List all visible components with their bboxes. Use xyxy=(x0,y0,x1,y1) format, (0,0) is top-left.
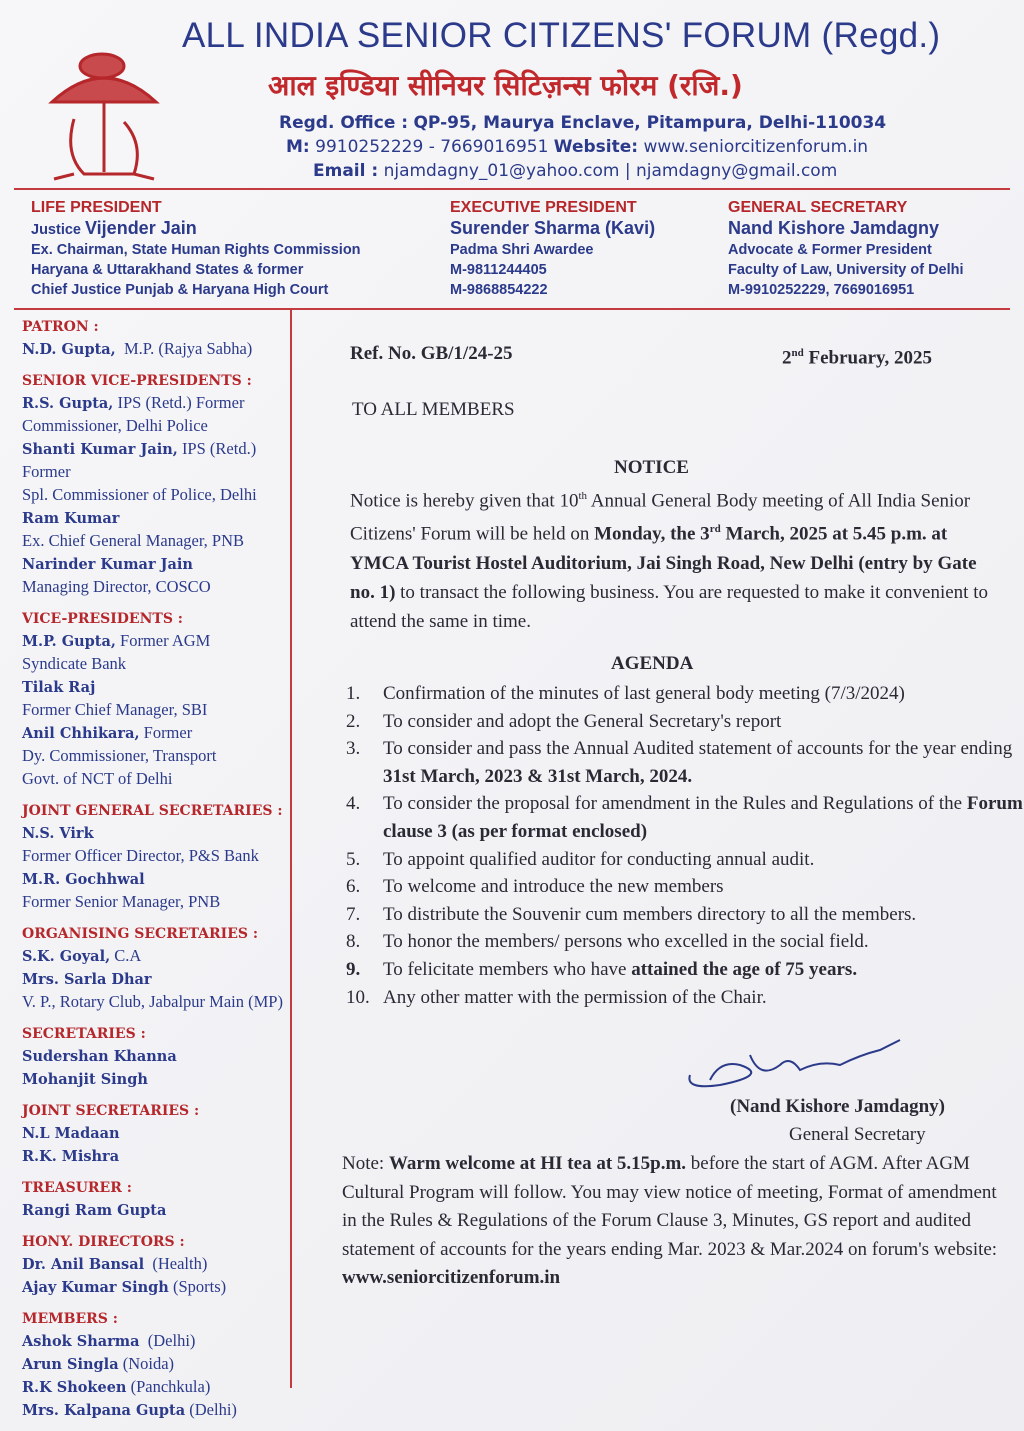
signatory-title: General Secretary xyxy=(789,1124,926,1145)
sidebar-heading: JOINT GENERAL SECRETARIES : xyxy=(22,803,283,819)
sidebar-line: Arun Singla (Noida) xyxy=(22,1354,175,1373)
sidebar-line: Ajay Kumar Singh (Sports) xyxy=(22,1277,227,1296)
sidebar-line: Former Officer Director, P&S Bank xyxy=(22,846,259,865)
sidebar-line: Dr. Anil Bansal (Health) xyxy=(22,1254,208,1273)
officer-executive-president: EXECUTIVE PRESIDENT Surender Sharma (Kavi) Padma Shri Awardee M-9811244405 M-9868854222 xyxy=(450,199,656,298)
sidebar-line: R.K. Mishra xyxy=(22,1148,120,1165)
sidebar-line: Narinder Kumar Jain xyxy=(22,556,193,573)
sidebar-heading: SENIOR VICE-PRESIDENTS : xyxy=(22,373,252,389)
website-link[interactable]: www.seniorcitizenforum.in xyxy=(342,1267,561,1288)
agenda-item: 7. To distribute the Souvenir cum members directory to all the members. xyxy=(346,903,917,925)
sidebar-heading: ORGANISING SECRETARIES : xyxy=(22,926,259,942)
sidebar-line: Govt. of NCT of Delhi xyxy=(22,769,173,788)
sidebar-line: Anil Chhikara, Former xyxy=(22,723,193,742)
email-line: Email : njamdagny_01@yahoo.com | njamdagny@gmail.com xyxy=(313,161,838,181)
sidebar-line: Dy. Commissioner, Transport xyxy=(22,746,217,765)
sidebar-line: V. P., Rotary Club, Jabalpur Main (MP) xyxy=(22,992,283,1011)
sidebar-line: M.P. Gupta, Former AGM xyxy=(22,631,211,650)
contact-line: M: 9910252229 - 7669016951 Website: www.seniorcitizenforum.in xyxy=(286,137,869,157)
sidebar-line: Former xyxy=(22,462,71,481)
sidebar-line: Ashok Sharma (Delhi) xyxy=(22,1331,196,1350)
notice-title: NOTICE xyxy=(614,457,689,478)
sidebar-heading: TREASURER : xyxy=(22,1180,132,1196)
forum-title-hindi: आल इण्डिया सीनियर सिटिज़न्स फोरम (रजि.) xyxy=(268,69,743,102)
email-links[interactable]: njamdagny_01@yahoo.com | njamdagny@gmail.com xyxy=(383,161,838,181)
sidebar-line: S.K. Goyal, C.A xyxy=(22,946,142,965)
sidebar-line: Shanti Kumar Jain, IPS (Retd.) xyxy=(22,439,257,458)
sidebar-line: Managing Director, COSCO xyxy=(22,577,211,596)
sidebar-line: Ex. Chief General Manager, PNB xyxy=(22,531,245,550)
sidebar-line: Mrs. Kalpana Gupta (Delhi) xyxy=(22,1400,237,1419)
forum-logo-icon xyxy=(44,44,164,184)
note-paragraph: Note: Warm welcome at HI tea at 5.15p.m. before the start of AGM. After AGM Cultural Program will follow. You may view notice of meeting, Format of amendment in the Rules & Regulations of the Forum Clause 3, Minutes, GS report and audited statement of accounts for the years ending Mar. 2023 & Mar.2024 on forum's website: www.seniorcitizenforum.in xyxy=(342,1153,998,1288)
sidebar-heading: HONY. DIRECTORS : xyxy=(22,1234,185,1250)
sidebar-line: N.D. Gupta, M.P. (Rajya Sabha) xyxy=(22,339,253,358)
website-link[interactable]: www.seniorcitizenforum.in xyxy=(643,137,869,157)
sidebar-line: Commissioner, Delhi Police xyxy=(22,416,208,435)
addressee: TO ALL MEMBERS xyxy=(352,399,515,420)
agenda-item: 5. To appoint qualified auditor for conducting annual audit. xyxy=(346,848,815,870)
sidebar-line: Mohanjit Singh xyxy=(22,1071,148,1088)
notice-paragraph: Notice is hereby given that 10th Annual General Body meeting of All India Senior Citizens' Forum will be held on Monday, the 3rd March, 2025 at 5.45 p.m. at YMCA Tourist Hostel Auditorium, Jai Singh Road, New Delhi (entry by Gate no. 1) to transact the following business. You are requested to make it convenient to attend the same in time. xyxy=(350,490,988,632)
sidebar-line: Ram Kumar xyxy=(22,510,120,527)
agenda-item: 6. To welcome and introduce the new members xyxy=(346,876,724,898)
sidebar-heading: VICE-PRESIDENTS : xyxy=(22,611,183,627)
sidebar-line: N.L Madaan xyxy=(22,1125,120,1142)
sidebar-line: N.S. Virk xyxy=(22,825,94,842)
sidebar-line: M.R. Gochhwal xyxy=(22,871,145,888)
agenda-item: 8. To honor the members/ persons who excelled in the social field. xyxy=(346,931,869,953)
office-address: Regd. Office : QP-95, Maurya Enclave, Pitampura, Delhi-110034 xyxy=(279,113,887,133)
office-bearers-sidebar xyxy=(22,316,292,1422)
letter-date: 2nd February, 2025 xyxy=(782,347,932,369)
divider xyxy=(14,188,1010,190)
officer-general-secretary: GENERAL SECRETARY Nand Kishore Jamdagny Advocate & Former President Faculty of Law, University of Delhi M-9910252229, 7669016951 xyxy=(728,199,964,298)
agenda-item: 9. To felicitate members who have attained the age of 75 years. xyxy=(346,958,858,980)
officer-life-president: LIFE PRESIDENT Justice Vijender Jain Ex. Chairman, State Human Rights Commission Haryana & Uttarakhand States & former Chief Justice Punjab & Haryana High Court xyxy=(31,199,361,298)
sidebar-line: Former Chief Manager, SBI xyxy=(22,700,208,719)
forum-title-english: ALL INDIA SENIOR CITIZENS' FORUM (Regd.) xyxy=(182,16,941,55)
agenda-item: 3. To consider and pass the Annual Audited statement of accounts for the year ending 31st March, 2023 & 31st March, 2024. xyxy=(346,738,1013,787)
divider xyxy=(14,308,1010,310)
sidebar-line: Rangi Ram Gupta xyxy=(22,1202,167,1219)
sidebar-line: Sudershan Khanna xyxy=(22,1048,177,1065)
agenda-title: AGENDA xyxy=(611,653,694,674)
sidebar-line: Mrs. Sarla Dhar xyxy=(22,971,152,988)
agenda-item: 4. To consider the proposal for amendment in the Rules and Regulations of the Forum clause 3 (as per format enclosed) xyxy=(346,793,1023,842)
sidebar-line: Spl. Commissioner of Police, Delhi xyxy=(22,485,257,504)
signature-icon xyxy=(680,1035,910,1095)
sidebar-line: R.K Shokeen (Panchkula) xyxy=(22,1377,211,1396)
sidebar-line: Syndicate Bank xyxy=(22,654,127,673)
sidebar-heading: SECRETARIES : xyxy=(22,1026,146,1042)
reference-number: Ref. No. GB/1/24-25 xyxy=(350,343,513,364)
sidebar-heading: MEMBERS : xyxy=(22,1311,118,1327)
sidebar-heading: JOINT SECRETARIES : xyxy=(22,1103,200,1119)
agenda-list xyxy=(346,680,1024,1011)
sidebar-line: Former Senior Manager, PNB xyxy=(22,892,221,911)
sidebar-line: R.S. Gupta, IPS (Retd.) Former xyxy=(22,393,245,412)
agenda-item: 2. To consider and adopt the General Secretary's report xyxy=(346,710,782,732)
signatory-name: (Nand Kishore Jamdagny) xyxy=(730,1096,946,1117)
agenda-item: 1. Confirmation of the minutes of last general body meeting (7/3/2024) xyxy=(346,683,905,704)
sidebar-heading: PATRON : xyxy=(22,319,99,335)
agenda-item: 10. Any other matter with the permission of the Chair. xyxy=(346,986,767,1008)
sidebar-line: Tilak Raj xyxy=(22,679,96,696)
